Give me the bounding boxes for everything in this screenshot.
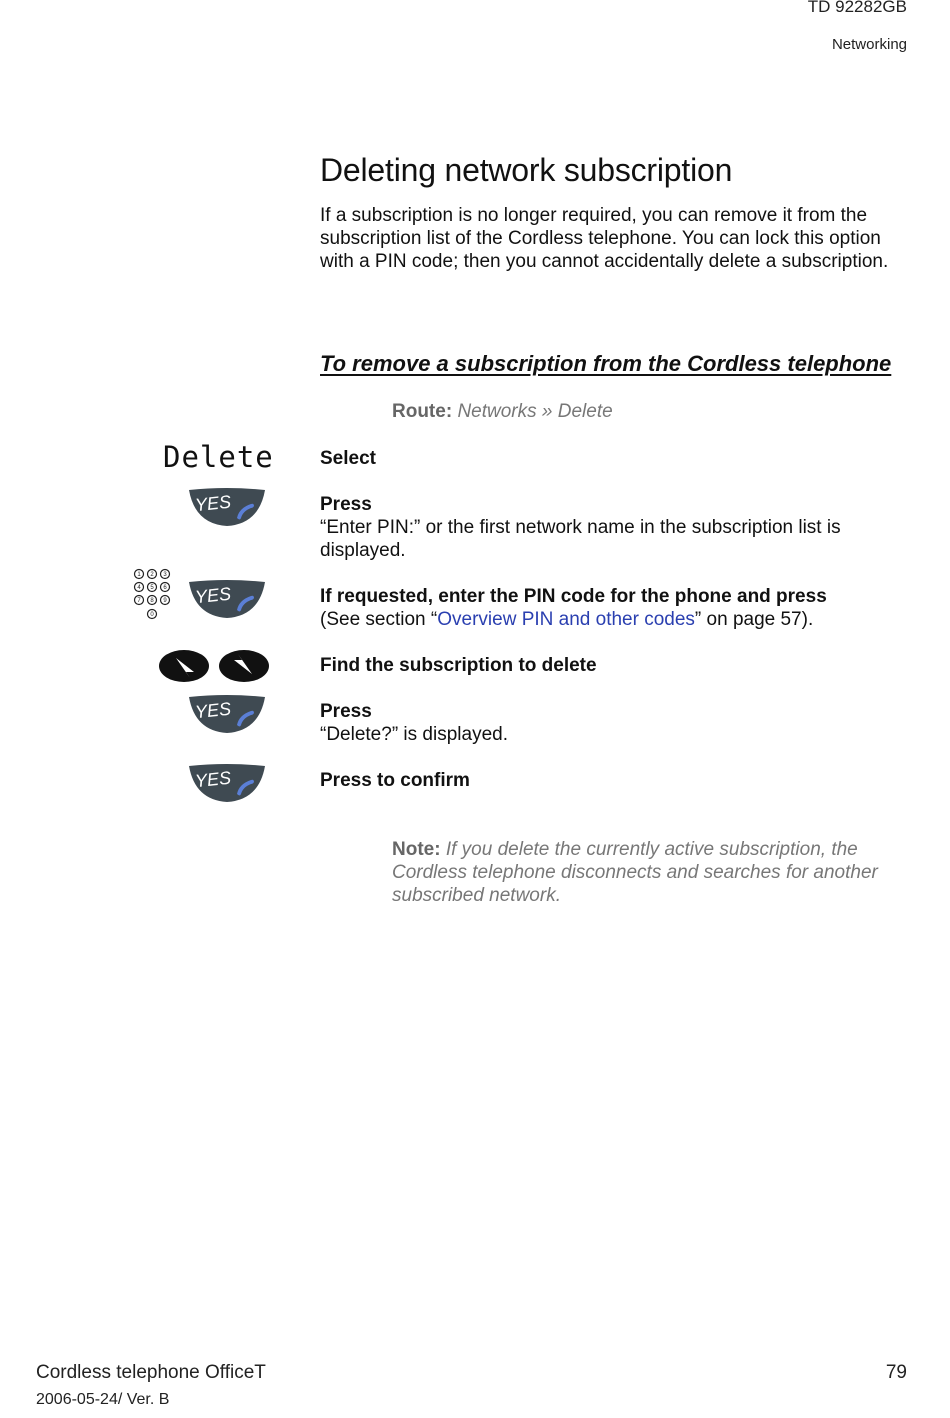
step-find-subscription: [320, 654, 915, 677]
section-name: Networking: [831, 36, 907, 53]
step-confirm: [320, 769, 915, 792]
note-text: If you delete the currently active subscription, the Cordless telephone disconnects and searches for another subscribed network.: [392, 839, 878, 906]
procedure-heading: To remove a subscription from the Cordless telephone: [320, 351, 892, 376]
step-select: [320, 447, 915, 470]
step-action: Press: [320, 701, 372, 722]
step-detail: “Enter PIN:” or the first network name in the subscription list is displayed.: [320, 517, 841, 561]
intro-paragraph: If a subscription is no longer required, you can remove it from the subscription list of the Cordless telephone. You can lock this option with a PIN code; then you cannot accidentally delete a subscription.: [320, 205, 889, 272]
step-enter-pin: [320, 585, 915, 631]
display-text-delete: Delete: [163, 440, 274, 474]
page-title: Deleting network subscription: [320, 152, 733, 188]
svg-text:9: 9: [163, 598, 167, 604]
note-label: Note:: [392, 839, 441, 860]
page-number: 79: [885, 1362, 907, 1383]
yes-key-icon: [187, 695, 267, 735]
note: [392, 838, 912, 907]
yes-key-icon: [187, 764, 267, 804]
step-press-yes: [320, 493, 915, 562]
svg-text:1: 1: [137, 572, 141, 578]
yes-key-label: YES: [194, 491, 232, 516]
route-line: [392, 401, 613, 423]
yes-key-label: YES: [194, 698, 232, 723]
navigation-arrow-keys-icon: [158, 648, 270, 684]
footer-product: Cordless telephone OfficeT: [36, 1362, 266, 1383]
step-detail-suffix: ” on page 57).: [694, 609, 814, 630]
keypad-icon: [130, 568, 178, 624]
yes-key-label: YES: [194, 583, 232, 608]
svg-text:7: 7: [137, 598, 141, 604]
route-label: Route:: [392, 401, 453, 422]
document-id: TD 92282GB: [807, 0, 907, 16]
svg-text:5: 5: [150, 585, 154, 591]
step-press-delete: [320, 700, 915, 746]
pin-codes-link[interactable]: Overview PIN and other codes: [437, 609, 695, 630]
footer-version: 2006-05-24/ Ver. B: [36, 1391, 170, 1408]
step-action: Find the subscription to delete: [320, 655, 597, 676]
svg-text:2: 2: [150, 572, 154, 578]
svg-text:3: 3: [163, 572, 167, 578]
yes-key-icon: [187, 580, 267, 620]
step-action: Select: [320, 448, 376, 469]
step-detail-prefix: (See section “: [320, 609, 438, 630]
svg-text:0: 0: [150, 612, 154, 618]
svg-text:6: 6: [163, 585, 167, 591]
step-action: Press: [320, 494, 372, 515]
step-action: Press to confirm: [320, 770, 470, 791]
step-action: If requested, enter the PIN code for the phone and press: [320, 586, 827, 607]
yes-key-icon: [187, 488, 267, 528]
step-detail: “Delete?” is displayed.: [320, 724, 508, 745]
yes-key-label: YES: [194, 767, 232, 792]
route-path: Networks » Delete: [457, 401, 613, 422]
svg-text:8: 8: [150, 598, 154, 604]
svg-text:4: 4: [137, 585, 141, 591]
